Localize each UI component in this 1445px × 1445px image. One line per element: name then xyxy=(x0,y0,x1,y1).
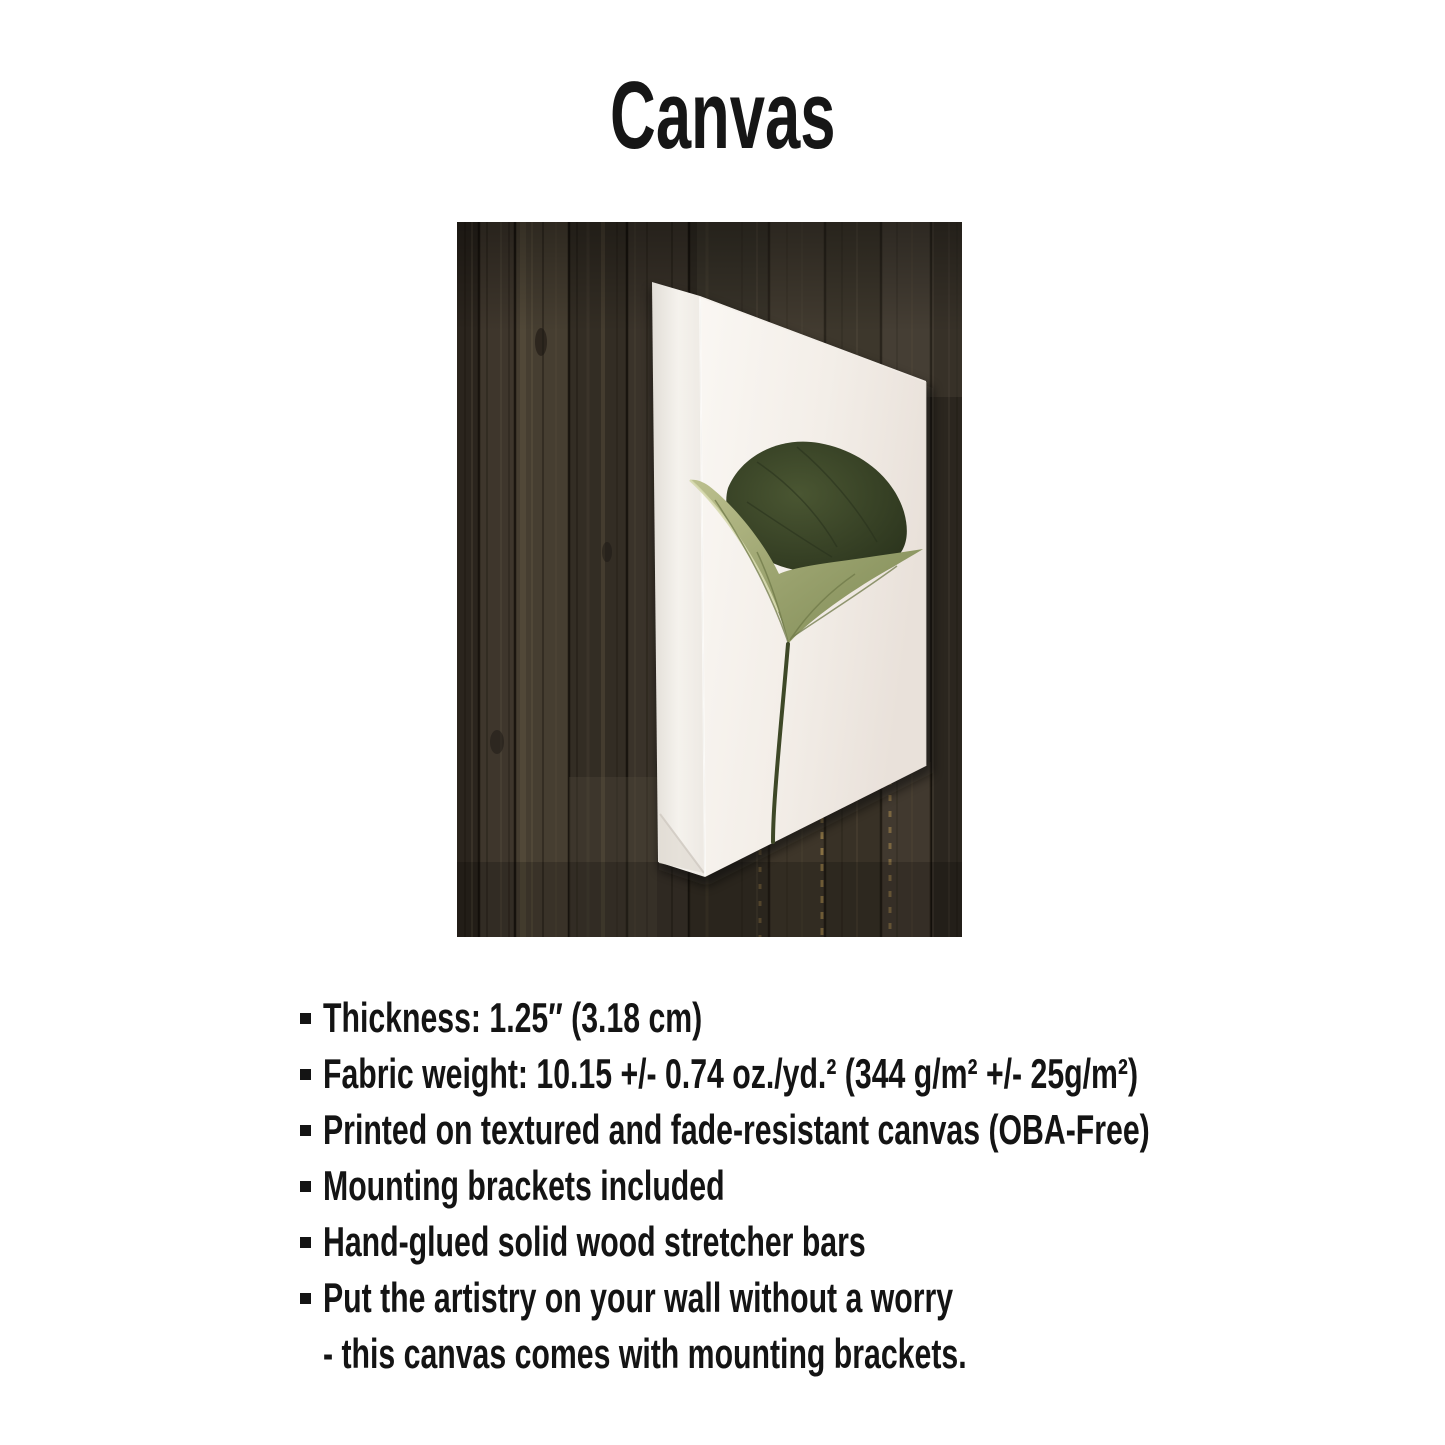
page-title-text: Canvas xyxy=(609,62,836,169)
spec-text: Put the artistry on your wall without a worry xyxy=(323,1274,954,1321)
spec-item-thickness xyxy=(300,990,1400,1046)
bullet-square-icon xyxy=(300,1181,311,1192)
bullet-square-icon xyxy=(300,1125,311,1136)
spec-item-fabric-weight xyxy=(300,1046,1400,1102)
product-photo xyxy=(457,222,962,937)
canvas-side-face xyxy=(652,282,705,877)
bullet-square-icon xyxy=(300,1293,311,1304)
page-title xyxy=(0,61,1445,171)
spec-item-printed xyxy=(300,1102,1400,1158)
bullet-square-icon xyxy=(300,1237,311,1248)
spec-text: Printed on textured and fade-resistant canvas (OBA-Free) xyxy=(323,1106,1150,1153)
spec-text: Fabric weight: 10.15 +/- 0.74 oz./yd.² (344 g/m² +/- 25g/m²) xyxy=(323,1050,1139,1097)
spec-text: Thickness: 1.25″ (3.18 cm) xyxy=(323,994,703,1041)
spec-item-mounting xyxy=(300,1158,1400,1214)
spec-item-stretcher-bars xyxy=(300,1214,1400,1270)
spec-text: Mounting brackets included xyxy=(323,1162,725,1209)
spec-text: - this canvas comes with mounting brackets. xyxy=(323,1330,967,1377)
bullet-square-icon xyxy=(300,1013,311,1024)
specs-list xyxy=(300,990,1400,1382)
spec-item-artistry xyxy=(300,1270,1400,1326)
spec-text: Hand-glued solid wood stretcher bars xyxy=(323,1218,866,1265)
bullet-square-icon xyxy=(300,1069,311,1080)
product-photo-graphic xyxy=(457,222,962,937)
spec-item-artistry-continuation xyxy=(300,1326,1400,1382)
